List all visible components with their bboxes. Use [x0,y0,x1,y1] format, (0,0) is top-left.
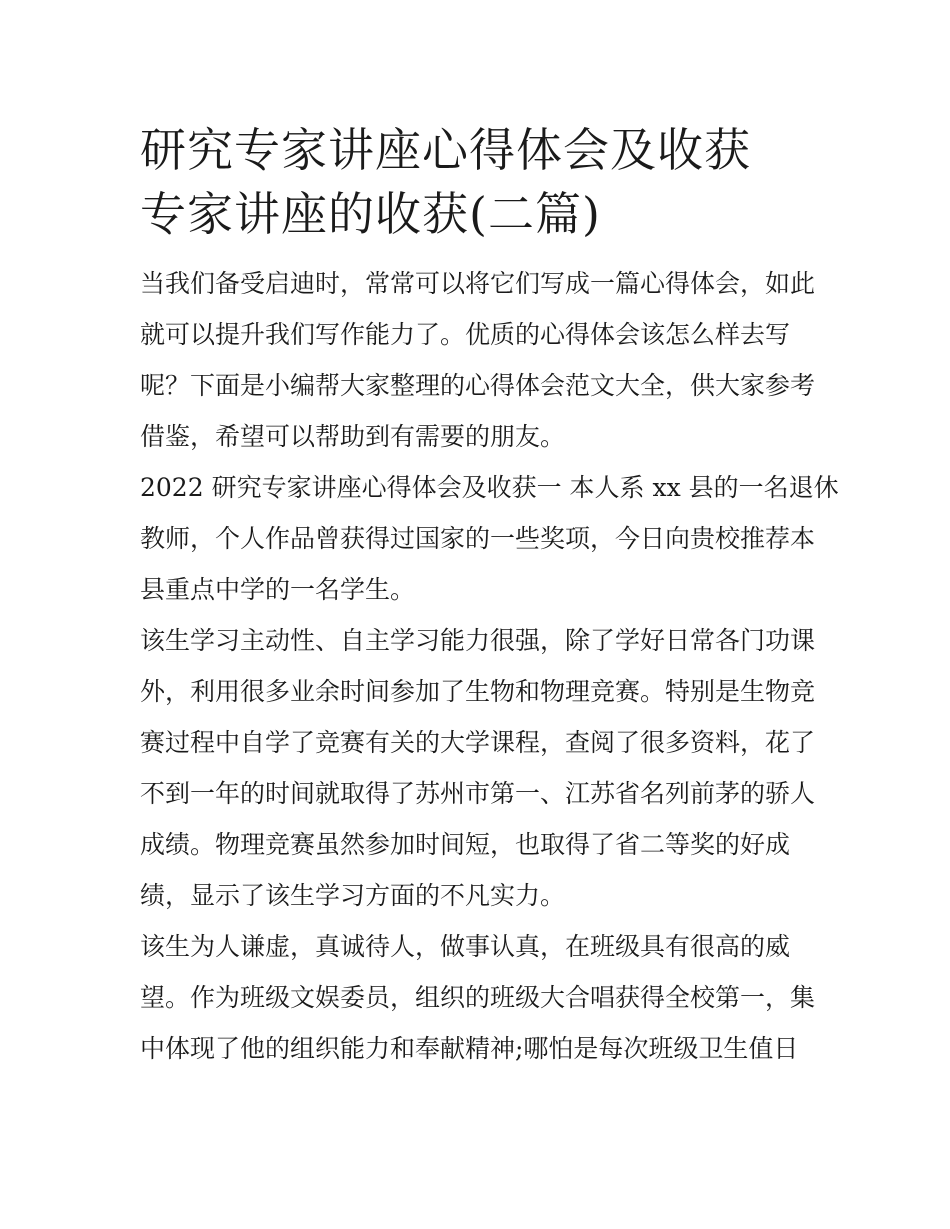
text-line: 中体现了他的组织能力和奉献精神;哪怕是每次班级卫生值日 [140,1034,799,1063]
text-line: 该生学习主动性、自主学习能力很强，除了学好日常各门功课 [140,626,816,655]
text-line: 外，利用很多业余时间参加了生物和物理竞赛。特别是生物竞 [140,677,816,706]
text-line: 成绩。物理竞赛虽然参加时间短，也取得了省二等奖的好成 [140,830,791,859]
text-line: 就可以提升我们写作能力了。优质的心得体会该怎么样去写 [140,320,791,349]
document-title [140,118,820,246]
paragraph-recommendation [140,462,839,615]
paragraph-character [140,921,820,1074]
text-line: 赛过程中自学了竞赛有关的大学课程，查阅了很多资料，花了 [140,728,816,757]
paragraph-intro [140,258,820,462]
text-line: 绩，显示了该生学习方面的不凡实力。 [140,881,566,910]
document-body [140,118,839,1074]
text-line: 借鉴，希望可以帮助到有需要的朋友。 [140,422,566,451]
text-line: 望。作为班级文娱委员，组织的班级大合唱获得全校第一，集 [140,983,816,1012]
text-line: 县重点中学的一名学生。 [140,575,416,604]
text-line: 不到一年的时间就取得了苏州市第一、江苏省名列前茅的骄人 [140,779,816,808]
text-line: 该生为人谦虚，真诚待人，做事认真，在班级具有很高的威 [140,932,791,961]
title-line: 研究专家讲座心得体会及收获 [140,123,751,177]
text-line: 2022 研究专家讲座心得体会及收获一 本人系 xx 县的一名退休 [140,473,839,502]
text-line: 当我们备受启迪时，常常可以将它们写成一篇心得体会，如此 [140,269,816,298]
text-line: 呢？下面是小编帮大家整理的心得体会范文大全，供大家参考 [140,371,816,400]
paragraph-study [140,615,820,921]
text-line: 教师，个人作品曾获得过国家的一些奖项，今日向贵校推荐本 [140,524,816,553]
title-line: 专家讲座的收获(二篇) [140,187,601,241]
